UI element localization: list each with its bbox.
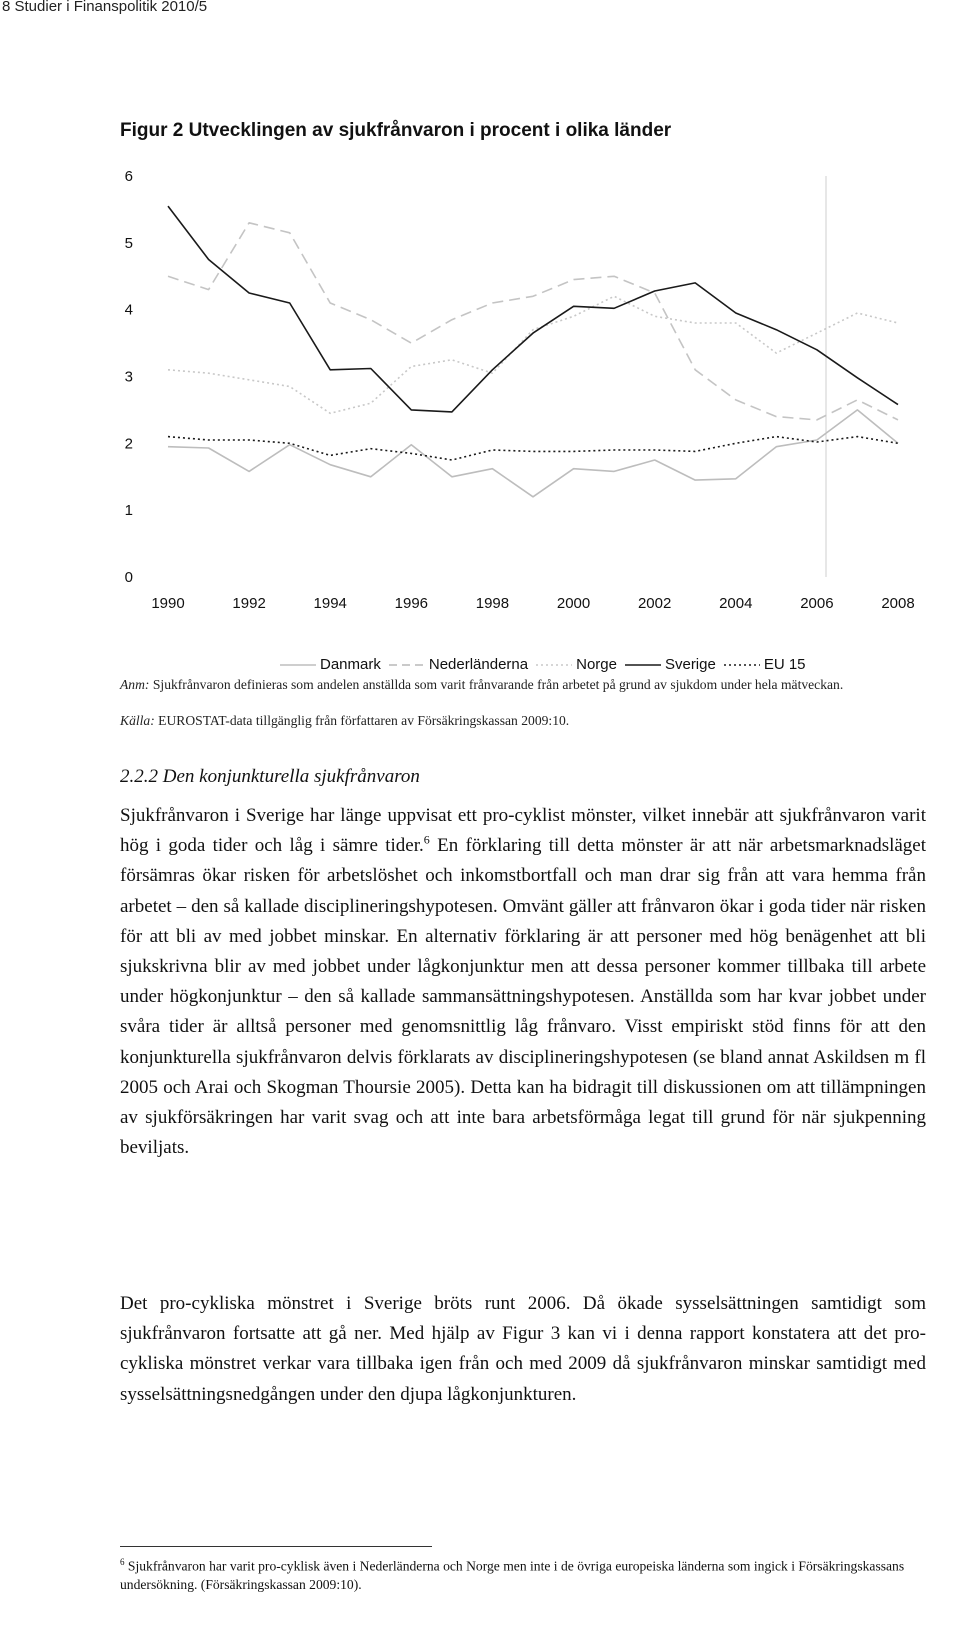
- x-tick-label: 2008: [881, 595, 915, 612]
- series-line-norge: [168, 296, 898, 413]
- y-tick-label: 0: [124, 569, 133, 586]
- note-text: Sjukfrånvaron definieras som andelen anställda som varit frånvarande från arbetet på grund av sjukdom under hela mätveckan.: [149, 677, 844, 692]
- x-tick-label: 1996: [394, 595, 429, 612]
- series-line-sverige: [168, 206, 898, 412]
- figure-note: [120, 676, 930, 694]
- paragraph-1-part-b: En förklaring till detta mönster är att när arbetsmarknadsläget försämras ökar risken för arbetslöshet och inkomstbortfall och man drar sig från att vara hemma från arbetet – den så kallade disciplineringshypotesen. Omvänt gäller att frånvaron ökar i goda tider när risken för att bli av med jobbet minskar. En alternativ förklaring är att personer med hög benägenhet att bli sjukskrivna blir av med jobbet under lågkonjunktur men att dessa personer kommer tillbaka till arbete under högkonjunktur – den så kallade sammansättningshypotesen. Anställda som har kvar jobbet under svåra tider är alltså personer med genomsnittlig låg frånvaro. Visst empiriskt stöd finns för att den konjunkturella sjukfrånvaron delvis förklarats av disciplineringshypotesen (se bland annat Askildsen m fl 2005 och Arai och Skogman Thoursie 2005). Detta kan ha bidragit till diskussionen om att tillämpningen av sjukförsäkringen har varit svag och att inte bara arbetsförmåga legat till grund för när sjukpenning beviljats.: [120, 835, 927, 1159]
- y-tick-label: 6: [124, 168, 133, 185]
- y-tick-label: 4: [124, 301, 133, 319]
- source-label: Källa:: [120, 713, 155, 728]
- legend-swatch-norge: [536, 660, 572, 670]
- legend-label-sverige: Sverige: [664, 656, 716, 673]
- legend-swatch-eu15: [724, 660, 760, 670]
- legend-item-sverige: [625, 656, 716, 673]
- y-tick-label: 2: [124, 435, 133, 453]
- series-line-nederl-nderna: [168, 223, 898, 420]
- legend-label-danmark: Danmark: [320, 656, 381, 673]
- x-tick-label: 1994: [313, 595, 347, 612]
- legend-swatch-nederlanderna: [389, 660, 425, 670]
- legend-item-norge: [536, 656, 617, 673]
- legend-item-nederlanderna: [389, 656, 528, 673]
- x-tick-label: 2004: [719, 595, 753, 612]
- legend-label-nederlanderna: Nederländerna: [428, 656, 529, 673]
- footnote-text: Sjukfrånvaron har varit pro-cyklisk även i Nederländerna och Norge men inte i de övriga europeiska länderna som ingick i Försäkringskassans undersökning. (Försäkringskassan 2009:10).: [120, 1558, 905, 1592]
- line-chart: [0, 0, 960, 640]
- x-tick-label: 1998: [475, 595, 510, 612]
- footnote-marker: 6: [120, 1557, 125, 1567]
- paragraph-2: Det pro-cykliska mönstret i Sverige bröts runt 2006. Då ökade sysselsättningen samtidigt som sjukfrånvaron fortsatte att gå ner. Med hjälp av Figur 3 kan vi i denna rapport konstatera att det pro-cykliska mönstret verkar vara tillbaka igen från och med 2009 då sjukfrånvaron minskar samtidigt med sysselsättningsnedgången under den djupa lågkonjunkturen.: [120, 1293, 926, 1405]
- footnote: [120, 1553, 928, 1594]
- x-tick-label: 1990: [151, 595, 185, 612]
- y-tick-label: 1: [124, 502, 133, 520]
- legend-swatch-danmark: [280, 660, 316, 670]
- series-line-eu-15: [168, 437, 898, 460]
- legend-label-norge: Norge: [576, 656, 617, 673]
- legend-item-eu15: [724, 656, 806, 673]
- y-tick-label: 3: [124, 368, 133, 386]
- footnote-ref: 6: [423, 832, 430, 847]
- section-heading: 2.2.2 Den konjunkturella sjukfrånvaron: [120, 766, 420, 787]
- x-tick-label: 2006: [800, 595, 834, 612]
- legend-label-eu15: EU 15: [763, 656, 806, 673]
- source-text: EUROSTAT-data tillgänglig från författaren av Försäkringskassan 2009:10.: [154, 713, 570, 728]
- y-tick-label: 5: [124, 234, 133, 252]
- x-tick-label: 2000: [556, 595, 591, 612]
- figure-title: Figur 2 Utvecklingen av sjukfrånvaron i procent i olika länder: [120, 120, 672, 141]
- note-label: Anm:: [120, 677, 150, 692]
- paragraph-1: [120, 801, 926, 1163]
- legend-item-danmark: [280, 656, 381, 673]
- paragraph-1-part-a: Sjukfrånvaron i Sverige har länge uppvisat ett pro-cyklist mönster, vilket innebär att sjukfrånvaron varit hög i goda tider och låg i sämre tider.: [120, 805, 926, 857]
- x-tick-label: 1992: [232, 595, 266, 612]
- legend-swatch-sverige: [625, 660, 661, 670]
- page-header: 8 Studier i Finanspolitik 2010/5: [2, 0, 208, 15]
- chart-legend: [280, 656, 814, 673]
- x-tick-label: 2002: [637, 595, 672, 612]
- series-line-danmark: [168, 410, 898, 497]
- footnote-rule: [120, 1546, 432, 1547]
- figure-source: [120, 712, 569, 730]
